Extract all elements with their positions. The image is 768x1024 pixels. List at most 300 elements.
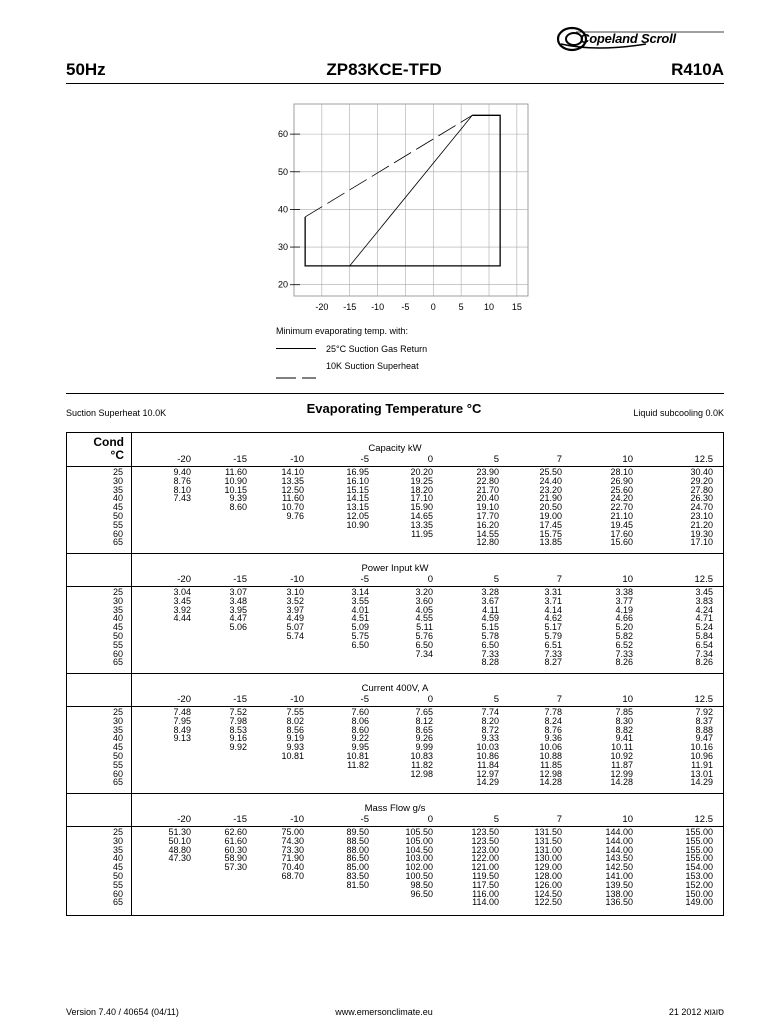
cond-temp: 60 (112, 768, 123, 779)
table-cell: 116.00 (472, 888, 499, 899)
table-cell: 98.50 (410, 879, 433, 890)
table-cell: 10.06 (539, 742, 562, 753)
table-cell: 24.20 (610, 493, 633, 504)
table-cell: 5.79 (544, 631, 562, 641)
table-cell: 14.65 (410, 511, 433, 521)
table-cell: 17.10 (690, 537, 713, 548)
table-cell: 17.60 (610, 528, 633, 539)
cond-temp: 35 (112, 844, 123, 855)
table-cell: 4.01 (351, 604, 369, 615)
table-cell: 144.00 (605, 835, 633, 846)
table-cell: 21.90 (539, 493, 562, 504)
cond-temp: 55 (112, 519, 123, 530)
table-cell: 88.50 (346, 835, 369, 846)
evap-col-header: 12.5 (694, 694, 713, 705)
table-cell: 21.70 (476, 484, 499, 495)
cond-temp: 35 (112, 604, 123, 615)
evap-col-header: -20 (177, 454, 191, 465)
table-cell: 13.35 (410, 519, 433, 530)
table-cell: 100.50 (405, 871, 433, 881)
table-cell: 3.20 (415, 587, 433, 597)
table-cell: 22.70 (610, 502, 633, 513)
table-cell: 122.00 (471, 853, 499, 864)
legend-solid-label: 25°C Suction Gas Return (326, 344, 428, 354)
table-cell: 3.52 (286, 595, 304, 606)
table-cell: 10.96 (690, 751, 713, 761)
table-cell: 8.28 (481, 657, 499, 668)
table-cell: 8.12 (415, 715, 433, 726)
cond-temp: 50 (112, 511, 123, 521)
table-cell: 14.29 (690, 777, 713, 788)
table-cell: 8.27 (544, 657, 562, 668)
legend-solid-swatch (276, 348, 316, 349)
evap-col-header: 10 (622, 694, 633, 705)
evap-col-header: 5 (493, 814, 499, 825)
table-cell: 131.50 (534, 835, 562, 846)
table-cell: 58.90 (224, 853, 247, 864)
table-cell: 14.29 (476, 777, 499, 788)
table-cell: 5.82 (615, 631, 633, 641)
table-cell: 155.00 (685, 835, 713, 846)
table-cell: 7.95 (173, 715, 191, 726)
table-cell: 8.56 (286, 724, 304, 735)
table-cell: 50.10 (168, 835, 191, 846)
table-cell: 5.24 (695, 622, 713, 633)
cond-temp: 50 (112, 751, 123, 761)
table-cell: 16.20 (476, 519, 499, 530)
cond-temp: 35 (112, 724, 123, 735)
table-cell: 114.00 (472, 897, 499, 908)
table-cell: 75.00 (281, 827, 304, 837)
cond-temp: 35 (112, 484, 123, 495)
table-cell: 57.30 (224, 862, 247, 873)
table-cell: 104.50 (405, 844, 433, 855)
cond-temp: 45 (112, 862, 123, 873)
brand-name: Copeland Scroll (580, 31, 676, 46)
cond-temp: 50 (112, 871, 123, 881)
table-cell: 20.40 (476, 493, 499, 504)
table-cell: 7.85 (615, 707, 633, 717)
table-cell: 21.20 (690, 519, 713, 530)
table-cell: 9.92 (229, 742, 247, 753)
table-cell: 12.80 (476, 537, 499, 548)
evap-col-header: -5 (360, 574, 369, 585)
cond-temp: 45 (112, 622, 123, 633)
table-cell: 25.60 (610, 484, 633, 495)
table-cell: 155.00 (685, 844, 713, 855)
table-cell: 73.30 (281, 844, 304, 855)
table-cell: 24.70 (690, 502, 713, 513)
table-cell: 23.20 (539, 484, 562, 495)
table-cell: 20.50 (539, 502, 562, 513)
table-cell: 142.50 (605, 862, 633, 873)
evap-col-header: 5 (493, 454, 499, 465)
table-cell: 9.33 (481, 733, 499, 744)
table-cell: 13.85 (539, 537, 562, 548)
table-cell: 5.75 (351, 631, 369, 641)
table-cell: 9.26 (415, 733, 433, 744)
table-cell: 8.06 (351, 715, 369, 726)
table-cell: 11.87 (611, 759, 633, 770)
table-cell: 3.10 (286, 587, 304, 597)
table-cell: 11.82 (347, 759, 369, 770)
table-cell: 7.74 (481, 707, 499, 717)
table-cell: 12.98 (410, 768, 433, 779)
table-cell: 123.50 (471, 827, 499, 837)
cond-temp: 55 (112, 759, 123, 770)
table-cell: 3.92 (173, 604, 191, 615)
table-cell: 105.50 (405, 827, 433, 837)
envelope-chart (250, 100, 540, 325)
cond-temp: 25 (112, 467, 123, 477)
cond-column-divider (131, 433, 132, 915)
table-cell: 62.60 (224, 827, 247, 837)
evap-col-header: 0 (427, 814, 433, 825)
table-cell: 8.60 (351, 724, 369, 735)
chart-frame (294, 104, 528, 296)
table-cell: 71.90 (281, 853, 304, 864)
x-tick-label: 15 (511, 302, 522, 312)
x-tick-label: -15 (343, 302, 357, 312)
x-tick-label: 0 (430, 302, 436, 312)
table-cell: 139.50 (605, 879, 633, 890)
section-title: Capacity kW (368, 443, 422, 454)
cond-label: Cond °C (93, 435, 124, 462)
table-cell: 121.00 (471, 862, 499, 873)
table-cell: 19.10 (476, 502, 499, 513)
table-cell: 10.92 (610, 751, 633, 761)
table-cell: 7.52 (229, 707, 247, 717)
table-cell: 10.03 (476, 742, 499, 753)
envelope-chart-svg (250, 100, 540, 325)
cond-temp: 30 (112, 835, 123, 846)
suction-superheat-line (305, 115, 472, 217)
x-tick-label: 10 (483, 302, 495, 312)
evap-col-header: -10 (290, 814, 304, 825)
cond-temp: 40 (112, 613, 123, 624)
table-cell: 5.06 (229, 622, 247, 633)
table-cell: 9.13 (173, 733, 191, 744)
table-cell: 17.45 (539, 519, 562, 530)
table-cell: 126.00 (534, 879, 562, 890)
table-cell: 123.50 (471, 835, 499, 846)
table-cell: 14.28 (539, 777, 562, 788)
y-tick-label: 60 (277, 129, 288, 140)
table-cell: 7.34 (415, 648, 433, 659)
table-cell: 11.91 (691, 759, 713, 770)
table-cell: 10.70 (281, 502, 304, 513)
table-cell: 5.09 (351, 622, 369, 633)
table-cell: 10.90 (224, 475, 247, 486)
table-cell: 154.00 (685, 862, 713, 873)
table-cell: 26.90 (610, 475, 633, 486)
evap-col-header: 12.5 (694, 814, 713, 825)
table-cell: 8.02 (286, 715, 304, 726)
table-cell: 11.60 (225, 467, 247, 477)
cond-temp: 40 (112, 853, 123, 864)
table-cell: 85.00 (346, 862, 369, 873)
table-cell: 88.00 (346, 844, 369, 855)
header-divider (66, 83, 724, 84)
evap-col-header: 10 (622, 574, 633, 585)
table-cell: 83.50 (346, 871, 369, 881)
table-cell: 8.26 (615, 657, 633, 668)
table-cell: 155.00 (685, 827, 713, 837)
table-cell: 7.48 (173, 707, 191, 717)
table-cell: 8.88 (695, 724, 713, 735)
table-cell: 5.17 (544, 622, 562, 633)
table-cell: 8.53 (229, 724, 247, 735)
cond-temp: 50 (112, 631, 123, 641)
table-cell: 11.85 (540, 759, 562, 770)
cond-temp: 65 (112, 777, 123, 788)
table-cell: 3.48 (229, 595, 247, 606)
table-cell: 19.00 (539, 511, 562, 521)
evap-col-header: 0 (427, 694, 433, 705)
table-cell: 20.20 (410, 467, 433, 477)
table-cell: 12.97 (476, 768, 499, 779)
table-cell: 14.55 (476, 528, 499, 539)
table-cell: 29.20 (690, 475, 713, 486)
evap-col-header: 7 (556, 574, 562, 585)
table-cell: 4.49 (286, 613, 304, 624)
table-cell: 123.00 (471, 844, 499, 855)
table-cell: 141.00 (605, 871, 633, 881)
table-cell: 8.76 (173, 475, 191, 486)
evap-col-header: 12.5 (694, 454, 713, 465)
table-cell: 17.70 (476, 511, 499, 521)
table-cell: 19.45 (610, 519, 633, 530)
cond-temp: 25 (112, 827, 123, 837)
table-cell: 4.14 (544, 604, 562, 615)
table-cell: 4.55 (415, 613, 433, 624)
table-cell: 22.80 (476, 475, 499, 486)
table-cell: 9.99 (415, 742, 433, 753)
table-cell: 10.15 (224, 484, 247, 495)
table-cell: 3.14 (351, 587, 369, 597)
table-cell: 8.10 (173, 484, 191, 495)
copeland-scroll-logo (556, 24, 728, 54)
evap-col-header: -5 (360, 814, 369, 825)
table-cell: 6.52 (615, 639, 633, 650)
table-cell: 4.47 (229, 613, 247, 624)
section-title: Mass Flow g/s (364, 803, 426, 814)
table-cell: 86.50 (346, 853, 369, 864)
cond-temp: 40 (112, 493, 123, 504)
table-cell: 3.60 (415, 595, 433, 606)
table-cell: 9.93 (286, 742, 304, 753)
table-cell: 117.50 (472, 879, 499, 890)
table-cell: 4.62 (544, 613, 562, 624)
table-cell: 8.37 (695, 715, 713, 726)
evap-col-header: -15 (233, 694, 247, 705)
table-cell: 9.76 (286, 511, 304, 521)
performance-table (66, 432, 724, 916)
table-cell: 10.83 (410, 751, 433, 761)
table-cell: 48.80 (168, 844, 191, 855)
table-cell: 7.34 (695, 648, 713, 659)
table-cell: 119.50 (472, 871, 499, 881)
table-cell: 6.50 (481, 639, 499, 650)
cond-temp: 40 (112, 733, 123, 744)
table-cell: 4.19 (615, 604, 633, 615)
evap-col-header: 5 (493, 694, 499, 705)
table-cell: 4.71 (695, 613, 713, 624)
section-title: Power Input kW (361, 563, 429, 574)
table-cell: 7.55 (286, 707, 304, 717)
table-cell: 10.81 (281, 751, 304, 761)
table-cell: 7.43 (173, 493, 191, 504)
table-cell: 144.00 (605, 844, 633, 855)
table-cell: 143.50 (605, 853, 633, 864)
cond-temp: 55 (112, 879, 123, 890)
table-cell: 9.22 (351, 733, 369, 744)
table-cell: 155.00 (685, 853, 713, 864)
table-cell: 128.00 (534, 871, 562, 881)
table-cell: 3.28 (481, 587, 499, 597)
evap-col-header: -15 (233, 814, 247, 825)
table-cell: 8.82 (615, 724, 633, 735)
table-cell: 23.10 (690, 511, 713, 521)
table-cell: 61.60 (224, 835, 247, 846)
evap-col-header: 5 (493, 574, 499, 585)
suction-superheat: Suction Superheat 10.0K (66, 408, 167, 418)
table-cell: 3.71 (544, 595, 562, 606)
section-divider (66, 393, 724, 394)
table-cell: 136.50 (605, 897, 633, 908)
table-cell: 149.00 (685, 897, 713, 908)
x-tick-label: -20 (315, 302, 329, 312)
table-cell: 10.88 (539, 751, 562, 761)
table-cell: 5.84 (695, 631, 713, 641)
footer-date: 21 2012 סוגוא (668, 1007, 724, 1017)
suction-gas-return-line (350, 115, 473, 266)
table-cell: 8.65 (415, 724, 433, 735)
table-cell: 4.44 (173, 613, 191, 624)
table-cell: 13.35 (281, 475, 304, 486)
table-cell: 19.30 (690, 528, 713, 539)
table-cell: 3.97 (286, 604, 304, 615)
evap-col-header: 7 (556, 814, 562, 825)
model-title: ZP83KCE-TFD (326, 60, 442, 79)
legend-title: Minimum evaporating temp. with: (276, 326, 409, 336)
table-cell: 10.90 (346, 519, 369, 530)
table-cell: 5.11 (416, 622, 433, 633)
table-cell: 11.95 (411, 528, 433, 539)
table-cell: 5.07 (286, 622, 304, 633)
cond-temp: 30 (112, 715, 123, 726)
table-cell: 8.30 (615, 715, 633, 726)
evap-col-header: -5 (360, 454, 369, 465)
table-cell: 7.33 (481, 648, 499, 659)
table-cell: 47.30 (168, 853, 191, 864)
table-cell: 6.50 (415, 639, 433, 650)
cond-temp: 45 (112, 742, 123, 753)
cond-temp: 30 (112, 595, 123, 606)
evap-col-header: -10 (290, 694, 304, 705)
table-cell: 81.50 (346, 879, 369, 890)
table-cell: 129.00 (534, 862, 562, 873)
table-cell: 8.26 (695, 657, 713, 668)
table-cell: 11.60 (282, 493, 304, 504)
table-cell: 25.50 (539, 467, 562, 477)
table-cell: 9.40 (173, 467, 191, 477)
evap-col-header: -20 (177, 814, 191, 825)
table-cell: 3.38 (615, 587, 633, 597)
table-cell: 11.84 (477, 759, 499, 770)
table-cell: 26.30 (690, 493, 713, 504)
table-cell: 15.15 (346, 484, 369, 495)
x-tick-label: 5 (458, 302, 464, 312)
table-cell: 4.05 (415, 604, 433, 615)
evap-col-header: 7 (556, 454, 562, 465)
table-cell: 14.10 (281, 467, 304, 477)
table-cell: 7.65 (415, 707, 433, 717)
table-cell: 8.24 (544, 715, 562, 726)
evap-col-header: -20 (177, 694, 191, 705)
table-cell: 4.24 (695, 604, 713, 615)
evap-col-header: 7 (556, 694, 562, 705)
section-title: Current 400V, A (361, 683, 429, 694)
cond-temp: 65 (112, 657, 123, 668)
cond-temp: 25 (112, 707, 123, 717)
table-cell: 12.50 (281, 484, 304, 495)
evaporating-temp-title: Evaporating Temperature °C (306, 401, 482, 416)
table-cell: 3.31 (544, 587, 562, 597)
table-cell: 3.45 (173, 595, 191, 606)
cond-temp: 30 (112, 475, 123, 486)
table-cell: 3.77 (615, 595, 633, 606)
table-cell: 14.15 (346, 493, 369, 504)
table-cell: 7.33 (544, 648, 562, 659)
section-separator (67, 673, 723, 674)
table-cell: 105.00 (405, 835, 433, 846)
table-cell: 103.00 (405, 853, 433, 864)
footer-website: www.emersonclimate.eu (335, 1007, 433, 1017)
evap-col-header: 0 (427, 574, 433, 585)
table-cell: 15.75 (539, 528, 562, 539)
table-cell: 8.20 (481, 715, 499, 726)
table-cell: 89.50 (346, 827, 369, 837)
y-tick-label: 30 (277, 242, 288, 253)
table-cell: 74.30 (281, 835, 304, 846)
table-cell: 12.99 (610, 768, 633, 779)
table-cell: 28.10 (610, 467, 633, 477)
table-cell: 9.36 (544, 733, 562, 744)
table-cell: 7.60 (351, 707, 369, 717)
cond-temp: 45 (112, 502, 123, 513)
table-cell: 13.15 (346, 502, 369, 513)
table-cell: 3.55 (351, 595, 369, 606)
frequency-label: 50Hz (66, 60, 106, 79)
table-cell: 15.60 (610, 537, 633, 548)
table-cell: 153.00 (685, 871, 713, 881)
table-cell: 23.90 (476, 467, 499, 477)
table-cell: 124.50 (534, 888, 562, 899)
cond-temp: 65 (112, 897, 123, 908)
table-cell: 9.41 (615, 733, 633, 744)
table-cell: 9.19 (286, 733, 304, 744)
cond-temp: 55 (112, 639, 123, 650)
cond-temp: 60 (112, 888, 123, 899)
table-cell: 10.16 (690, 742, 713, 753)
table-cell: 152.00 (685, 879, 713, 890)
table-cell: 3.95 (229, 604, 247, 615)
table-cell: 18.20 (410, 484, 433, 495)
table-cell: 131.00 (534, 844, 562, 855)
cond-temp: 60 (112, 648, 123, 659)
legend-dashed-swatch (276, 366, 316, 384)
